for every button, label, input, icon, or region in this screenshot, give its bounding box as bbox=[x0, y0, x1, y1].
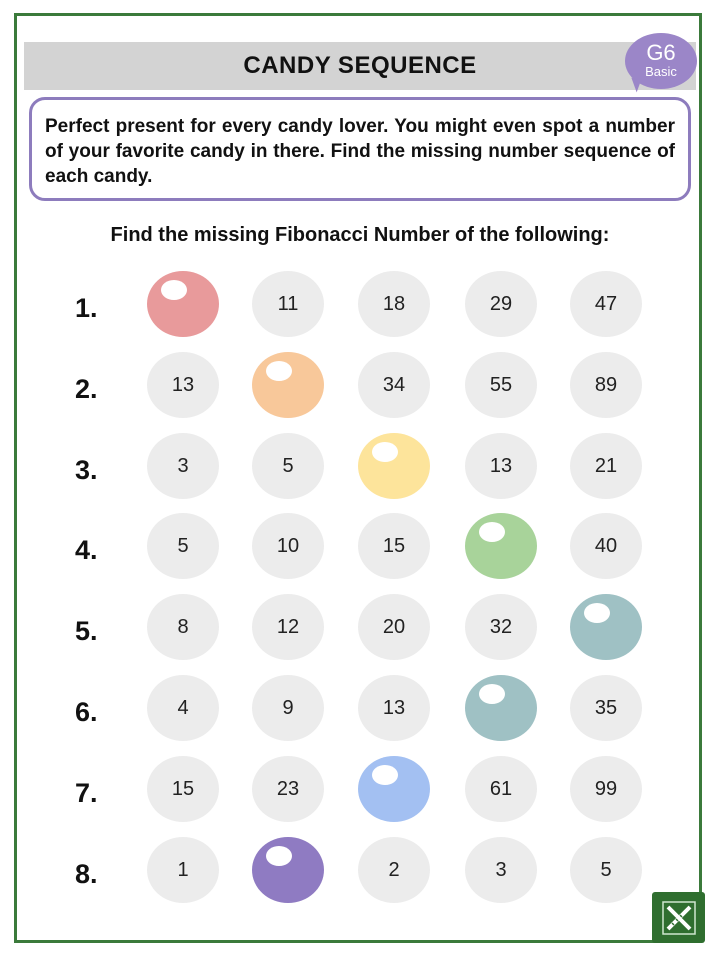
intro-box bbox=[29, 97, 691, 201]
problem-number: 4. bbox=[75, 535, 98, 565]
problem-number: 2. bbox=[75, 374, 98, 404]
sequence-term: 8 bbox=[147, 594, 219, 660]
problem-number: 5. bbox=[75, 616, 98, 646]
problem-number: 1. bbox=[75, 293, 98, 323]
candy-shine bbox=[161, 280, 187, 300]
sequence-term: 1 bbox=[147, 837, 219, 903]
sequence-term: 15 bbox=[147, 756, 219, 822]
sequence-term: 47 bbox=[570, 271, 642, 337]
pencil-ruler-icon bbox=[660, 899, 698, 937]
sequence-term: 12 bbox=[252, 594, 324, 660]
sequence-term: 89 bbox=[570, 352, 642, 418]
intro-text: Perfect present for every candy lover. You might even spot a number of your favorite candy in there. Find the missing number sequence of each candy. bbox=[45, 116, 675, 187]
sequence-term: 3 bbox=[465, 837, 537, 903]
candy-shine bbox=[372, 765, 398, 785]
problem-number: 8. bbox=[75, 859, 98, 889]
logo bbox=[652, 892, 705, 943]
sequence-term: 29 bbox=[465, 271, 537, 337]
sequence-term: 4 bbox=[147, 675, 219, 741]
sequence-term: 18 bbox=[358, 271, 430, 337]
sequence-term: 5 bbox=[147, 513, 219, 579]
candy-shine bbox=[479, 522, 505, 542]
sequence-term: 13 bbox=[465, 433, 537, 499]
sequence-term: 61 bbox=[465, 756, 537, 822]
problem-number: 6. bbox=[75, 697, 98, 727]
sequence-term: 55 bbox=[465, 352, 537, 418]
problem-row bbox=[0, 756, 720, 826]
problem-row bbox=[0, 352, 720, 422]
sequence-term: 13 bbox=[358, 675, 430, 741]
problem-row bbox=[0, 594, 720, 664]
candy-missing-term bbox=[252, 352, 324, 418]
sequence-term: 3 bbox=[147, 433, 219, 499]
sequence-term: 10 bbox=[252, 513, 324, 579]
sequence-term: 15 bbox=[358, 513, 430, 579]
problem-row bbox=[0, 513, 720, 583]
sequence-term: 5 bbox=[570, 837, 642, 903]
instruction-text: Find the missing Fibonacci Number of the following: bbox=[110, 224, 610, 246]
candy-missing-term bbox=[252, 837, 324, 903]
sequence-term: 11 bbox=[252, 271, 324, 337]
problem-row bbox=[0, 433, 720, 503]
sequence-term: 20 bbox=[358, 594, 430, 660]
grade-level: G6 bbox=[646, 40, 676, 65]
problem-number: 3. bbox=[75, 455, 98, 485]
sequence-term: 99 bbox=[570, 756, 642, 822]
candy-shine bbox=[372, 442, 398, 462]
sequence-term: 34 bbox=[358, 352, 430, 418]
candy-shine bbox=[266, 361, 292, 381]
sequence-term: 35 bbox=[570, 675, 642, 741]
candy-missing-term bbox=[570, 594, 642, 660]
title-bar bbox=[24, 42, 696, 90]
sequence-term: 2 bbox=[358, 837, 430, 903]
candy-shine bbox=[584, 603, 610, 623]
candy-shine bbox=[479, 684, 505, 704]
candy-missing-term bbox=[147, 271, 219, 337]
grade-badge bbox=[625, 33, 697, 89]
sequence-term: 13 bbox=[147, 352, 219, 418]
candy-missing-term bbox=[465, 513, 537, 579]
candy-missing-term bbox=[358, 433, 430, 499]
problem-row bbox=[0, 271, 720, 341]
sequence-term: 21 bbox=[570, 433, 642, 499]
problem-number: 7. bbox=[75, 778, 98, 808]
sequence-term: 9 bbox=[252, 675, 324, 741]
problem-row bbox=[0, 675, 720, 745]
sequence-term: 40 bbox=[570, 513, 642, 579]
candy-missing-term bbox=[358, 756, 430, 822]
problem-row bbox=[0, 837, 720, 907]
page-title: CANDY SEQUENCE bbox=[243, 52, 477, 79]
candy-missing-term bbox=[465, 675, 537, 741]
sequence-term: 32 bbox=[465, 594, 537, 660]
grade-label: Basic bbox=[645, 64, 677, 79]
candy-shine bbox=[266, 846, 292, 866]
sequence-term: 23 bbox=[252, 756, 324, 822]
sequence-term: 5 bbox=[252, 433, 324, 499]
